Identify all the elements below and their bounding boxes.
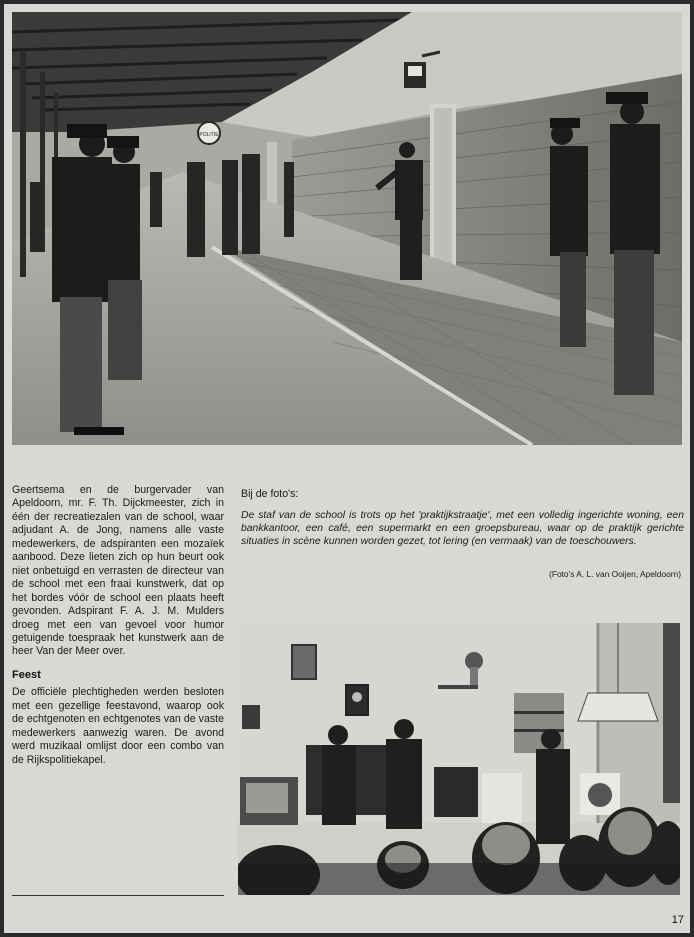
- photo-practice-room: [238, 623, 680, 895]
- caption-text: De staf van de school is trots op het 'praktijkstraatje', met een volledig ingerichte woning, een bankkantoor, een café, een supermarkt en een groepsbureau, waar op de praktijk gerichte situaties in scène kunnen worden gezet, tot lering (en vermaak) van de toeschouwers.: [241, 510, 684, 548]
- article-paragraph: Geertsema en de burgervader van Apeldoorn, mr. F. Th. Dijckmeester, zich in één der recreatiezalen van de school, waar adjudant A. de Jong, namens alle vaste medewerkers, de adspiranten een mozaïek aanbood. Deze lieten zich op hun beurt ook niet onbetuigd en verrasten de directeur van de school met een fraai kunstwerk, dat op het bordes vóór de school een plaats heeft gevonden. Adspirant F. A. J. M. Mulders droeg met een van gevoel voor humor getuigende toespraak het kunstwerk aan de heer Van der Meer over.: [12, 484, 224, 658]
- street-sign-text: POLITIE: [199, 132, 219, 138]
- photo-credit: (Foto's A. L. van Ooijen, Apeldoorn): [549, 569, 681, 579]
- photo-practice-room-drawing: [238, 623, 680, 895]
- column-end-rule: [12, 895, 224, 896]
- section-heading-feest: Feest: [12, 668, 41, 681]
- article-paragraph: De officiële plechtigheden werden besloten met een gezellige feestavond, waarop ook de echtgenoten en echtgenotes van de vaste medewerkers aanwezig waren. De avond werd muzikaal omlijst door een combo van de Rijkspolitiekapel.: [12, 686, 224, 766]
- magazine-page: [4, 4, 690, 933]
- article-left-column: [12, 484, 224, 767]
- photo-practice-street-drawing: [12, 12, 682, 445]
- caption-heading: Bij de foto's:: [241, 488, 299, 500]
- page-number: 17: [671, 914, 684, 926]
- photo-practice-street: [12, 12, 682, 445]
